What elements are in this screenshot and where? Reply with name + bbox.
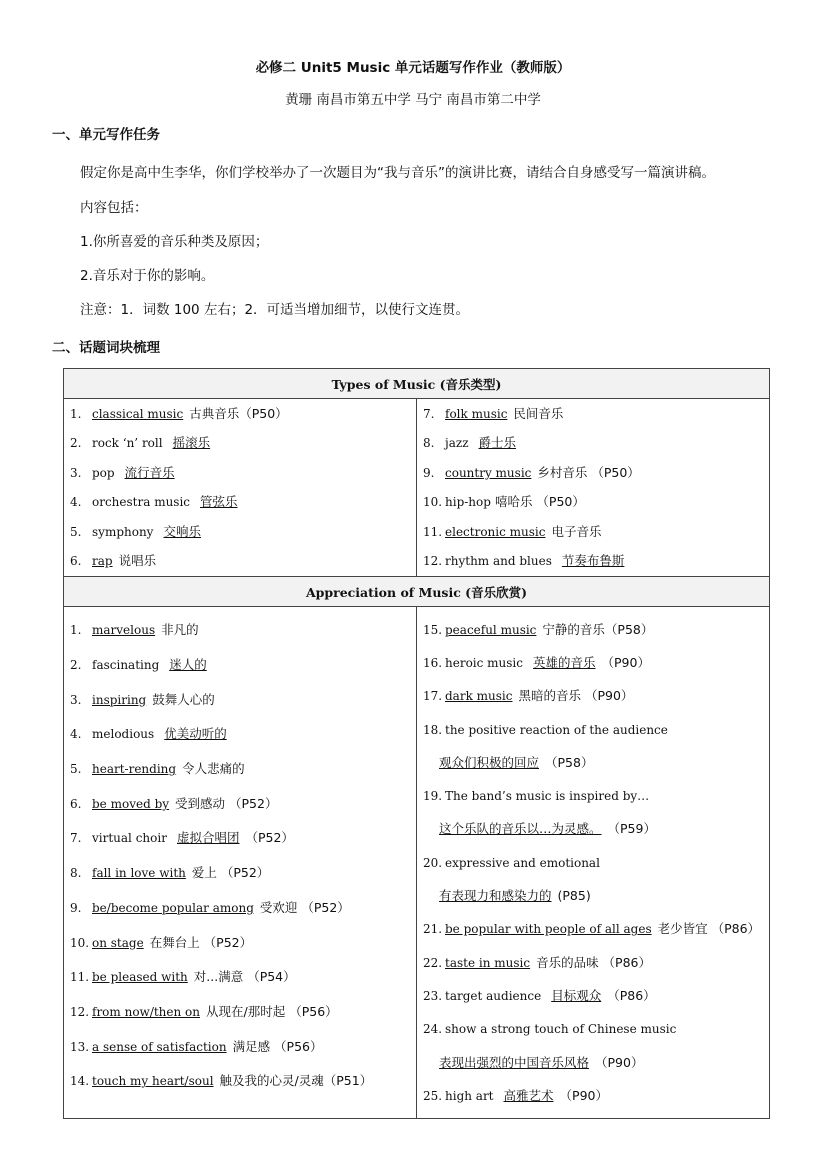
vocab-item xyxy=(417,488,769,518)
vocab-item xyxy=(417,846,769,879)
vocab-item xyxy=(64,960,416,995)
chinese-meaning: 令人悲痛的 xyxy=(182,761,245,777)
item-number: 14. xyxy=(70,1074,90,1089)
english-phrase: on stage xyxy=(92,935,144,950)
item-number: 2. xyxy=(70,658,82,673)
vocab-item xyxy=(417,879,769,912)
chinese-meaning: 摇滚乐 xyxy=(172,435,211,451)
chinese-meaning: 在舞台上 （P52） xyxy=(149,934,253,950)
english-phrase: be pleased with xyxy=(92,970,188,985)
page-reference: （P58） xyxy=(545,754,594,770)
item-number: 22. xyxy=(423,955,443,970)
vocab-item xyxy=(64,786,416,821)
vocab-item xyxy=(64,648,416,683)
chinese-meaning: 高雅艺术 xyxy=(503,1087,554,1103)
chinese-meaning: 满足感 （P56） xyxy=(232,1038,323,1054)
item-number: 1. xyxy=(70,406,82,421)
vocab-item xyxy=(417,680,769,713)
item-number: 4. xyxy=(70,495,82,510)
english-phrase: touch my heart/soul xyxy=(92,1074,214,1089)
vocab-item xyxy=(417,613,769,646)
english-phrase: expressive and emotional xyxy=(445,855,600,870)
vocab-item xyxy=(417,517,769,547)
page-reference: （P90） xyxy=(595,1054,644,1070)
chinese-meaning: 鼓舞人心的 xyxy=(152,691,215,707)
chinese-meaning: 流行音乐 xyxy=(124,464,175,480)
types-left-column xyxy=(64,399,417,577)
vocab-item xyxy=(417,713,769,746)
vocab-item xyxy=(417,813,769,846)
english-phrase: the positive reaction of the audience xyxy=(445,722,668,737)
chinese-meaning: 从现在/那时起 （P56） xyxy=(206,1003,338,1019)
item-number: 8. xyxy=(70,866,82,881)
section2-heading: 二、话题词块梳理 xyxy=(52,340,160,356)
vocab-item xyxy=(64,517,416,547)
document-title: 必修二 Unit5 Music 单元话题写作作业（教师版） xyxy=(255,60,571,76)
item-number: 12. xyxy=(423,554,443,569)
chinese-meaning: 优美动听的 xyxy=(164,726,227,742)
vocab-item xyxy=(417,1046,769,1079)
vocab-item xyxy=(64,856,416,891)
vocab-item xyxy=(417,429,769,459)
english-phrase: The band’s music is inspired by… xyxy=(445,789,650,804)
chinese-meaning: 黑暗的音乐 （P90） xyxy=(518,688,634,704)
chinese-meaning: 宁静的音乐（P58） xyxy=(542,621,654,637)
english-phrase: fall in love with xyxy=(92,866,186,881)
english-phrase: melodious xyxy=(92,727,155,742)
content-label: 内容包括： xyxy=(80,200,148,216)
page-reference: （P90） xyxy=(601,654,650,670)
english-phrase: rhythm and blues xyxy=(445,554,552,569)
english-phrase: electronic music xyxy=(445,524,546,539)
chinese-meaning: 触及我的心灵/灵魂（P51） xyxy=(219,1073,373,1089)
item-number: 7. xyxy=(70,831,82,846)
english-phrase: pop xyxy=(92,465,115,480)
english-phrase: folk music xyxy=(445,406,508,421)
item-number: 15. xyxy=(423,622,443,637)
section1-heading: 一、单元写作任务 xyxy=(52,127,160,143)
point-1: 1.你所喜爱的音乐种类及原因； xyxy=(80,234,269,250)
note-text: 注意：1．词数 100 左右；2．可适当增加细节，以使行文连贯。 xyxy=(80,302,470,318)
appreciation-left-column xyxy=(64,607,417,1119)
item-number: 7. xyxy=(423,406,435,421)
item-number: 13. xyxy=(70,1039,90,1054)
appreciation-header: Appreciation of Music (音乐欣赏) xyxy=(64,577,770,607)
item-number: 9. xyxy=(423,465,435,480)
page-reference: （P90） xyxy=(559,1087,608,1103)
item-number: 11. xyxy=(423,524,443,539)
item-number: 2. xyxy=(70,436,82,451)
vocab-item xyxy=(64,925,416,960)
chinese-meaning: 英雄的音乐 xyxy=(533,654,596,670)
chinese-meaning: 观众们积极的回应 xyxy=(439,754,540,770)
chinese-meaning: 老少皆宜 （P86） xyxy=(657,921,761,937)
chinese-meaning: 音乐的品味 （P86） xyxy=(536,954,651,970)
chinese-meaning: 这个乐队的音乐以…为灵感。 xyxy=(439,821,602,837)
vocab-item xyxy=(64,1064,416,1099)
vocab-item xyxy=(417,779,769,812)
vocab-item xyxy=(64,682,416,717)
task-text: 假定你是高中生李华，你们学校举办了一次题目为“我与音乐”的演讲比赛，请结合自身感受写一篇演讲稿。 xyxy=(80,165,715,181)
item-number: 3. xyxy=(70,692,82,707)
english-phrase: target audience xyxy=(445,988,542,1003)
chinese-meaning: 节奏布鲁斯 xyxy=(561,553,625,569)
english-phrase: a sense of satisfaction xyxy=(92,1039,227,1054)
chinese-meaning: 嘻哈乐 （P50） xyxy=(494,494,585,510)
chinese-meaning: 虚拟合唱团 xyxy=(176,830,240,846)
item-number: 10. xyxy=(423,495,443,510)
english-phrase: high art xyxy=(445,1088,494,1103)
item-number: 18. xyxy=(423,722,443,737)
english-phrase: symphony xyxy=(92,524,154,539)
page-reference: （P86） xyxy=(607,987,656,1003)
types-of-music-header: Types of Music (音乐类型) xyxy=(64,369,770,399)
item-number: 9. xyxy=(70,900,82,915)
point-2: 2.音乐对于你的影响。 xyxy=(80,268,215,284)
chinese-meaning: 乡村音乐 （P50） xyxy=(537,464,640,480)
english-phrase: dark music xyxy=(445,689,513,704)
chinese-meaning: 爵士乐 xyxy=(478,435,517,451)
item-number: 6. xyxy=(70,796,82,811)
chinese-meaning: 受到感动 （P52） xyxy=(175,795,278,811)
vocab-item xyxy=(64,752,416,787)
vocabulary-table xyxy=(63,368,770,1119)
item-number: 25. xyxy=(423,1088,443,1103)
page-reference: （P59） xyxy=(607,821,656,837)
vocab-item xyxy=(417,946,769,979)
item-number: 4. xyxy=(70,727,82,742)
english-phrase: heart-rending xyxy=(92,762,177,777)
vocab-item xyxy=(64,995,416,1030)
english-phrase: rap xyxy=(92,554,113,569)
vocab-item xyxy=(417,746,769,779)
vocab-item xyxy=(417,1013,769,1046)
english-phrase: be popular with people of all ages xyxy=(445,922,652,937)
item-number: 24. xyxy=(423,1022,443,1037)
vocab-item xyxy=(417,458,769,488)
item-number: 6. xyxy=(70,554,82,569)
item-number: 12. xyxy=(70,1004,90,1019)
english-phrase: hip-hop xyxy=(445,495,491,510)
item-number: 5. xyxy=(70,524,82,539)
vocab-item xyxy=(64,488,416,518)
vocab-item xyxy=(64,399,416,429)
vocab-item xyxy=(64,891,416,926)
english-phrase: country music xyxy=(445,465,532,480)
vocab-item xyxy=(64,1029,416,1064)
chinese-meaning: 古典音乐（P50） xyxy=(189,405,288,421)
chinese-meaning: 迷人的 xyxy=(169,657,207,673)
item-number: 21. xyxy=(423,922,443,937)
english-phrase: orchestra music xyxy=(92,495,191,510)
vocab-item xyxy=(64,717,416,752)
item-number: 20. xyxy=(423,855,443,870)
vocab-item xyxy=(64,429,416,459)
vocab-item xyxy=(417,547,769,577)
item-number: 16. xyxy=(423,655,443,670)
item-number: 8. xyxy=(423,436,435,451)
english-phrase: virtual choir xyxy=(92,831,167,846)
appreciation-right-column xyxy=(417,607,770,1119)
chinese-meaning: 有表现力和感染力的 xyxy=(439,888,552,904)
vocab-item xyxy=(64,821,416,856)
item-number: 23. xyxy=(423,988,443,1003)
chinese-meaning: 交响乐 xyxy=(163,523,201,539)
chinese-meaning: 非凡的 xyxy=(161,622,199,638)
chinese-meaning: 表现出强烈的中国音乐风格 xyxy=(439,1054,590,1070)
vocab-item xyxy=(417,646,769,679)
english-phrase: show a strong touch of Chinese music xyxy=(445,1022,677,1037)
english-phrase: peaceful music xyxy=(445,622,537,637)
types-right-column xyxy=(417,399,770,577)
english-phrase: classical music xyxy=(92,406,184,421)
vocab-item xyxy=(64,458,416,488)
item-number: 10. xyxy=(70,935,90,950)
english-phrase: be moved by xyxy=(92,796,170,811)
item-number: 1. xyxy=(70,623,82,638)
vocab-item xyxy=(417,399,769,429)
english-phrase: jazz xyxy=(445,436,469,451)
chinese-meaning: 民间音乐 xyxy=(513,405,564,421)
item-number: 17. xyxy=(423,689,443,704)
english-phrase: heroic music xyxy=(445,655,523,670)
item-number: 5. xyxy=(70,762,82,777)
page-reference: （P52） xyxy=(245,830,294,846)
english-phrase: from now/then on xyxy=(92,1004,201,1019)
item-number: 11. xyxy=(70,970,90,985)
english-phrase: marvelous xyxy=(92,623,156,638)
chinese-meaning: 目标观众 xyxy=(551,987,602,1003)
chinese-meaning: 爱上 （P52） xyxy=(191,865,270,881)
chinese-meaning: 管弦乐 xyxy=(200,494,238,510)
english-phrase: be/become popular among xyxy=(92,900,254,915)
vocab-item xyxy=(64,547,416,577)
vocab-item xyxy=(417,979,769,1012)
english-phrase: inspiring xyxy=(92,692,147,707)
vocab-item xyxy=(417,913,769,946)
english-phrase: taste in music xyxy=(445,955,531,970)
chinese-meaning: 说唱乐 xyxy=(118,553,157,569)
authors-line: 黄珊 南昌市第五中学 马宁 南昌市第二中学 xyxy=(285,92,541,108)
item-number: 19. xyxy=(423,789,443,804)
chinese-meaning: 电子音乐 xyxy=(551,523,602,539)
vocab-item xyxy=(64,613,416,648)
vocab-item xyxy=(417,1079,769,1112)
english-phrase: fascinating xyxy=(92,658,160,673)
english-phrase: rock ‘n’ roll xyxy=(92,436,163,451)
page-reference: (P85) xyxy=(557,888,591,904)
chinese-meaning: 对...满意 （P54） xyxy=(193,969,296,985)
chinese-meaning: 受欢迎 （P52） xyxy=(259,899,350,915)
item-number: 3. xyxy=(70,465,82,480)
